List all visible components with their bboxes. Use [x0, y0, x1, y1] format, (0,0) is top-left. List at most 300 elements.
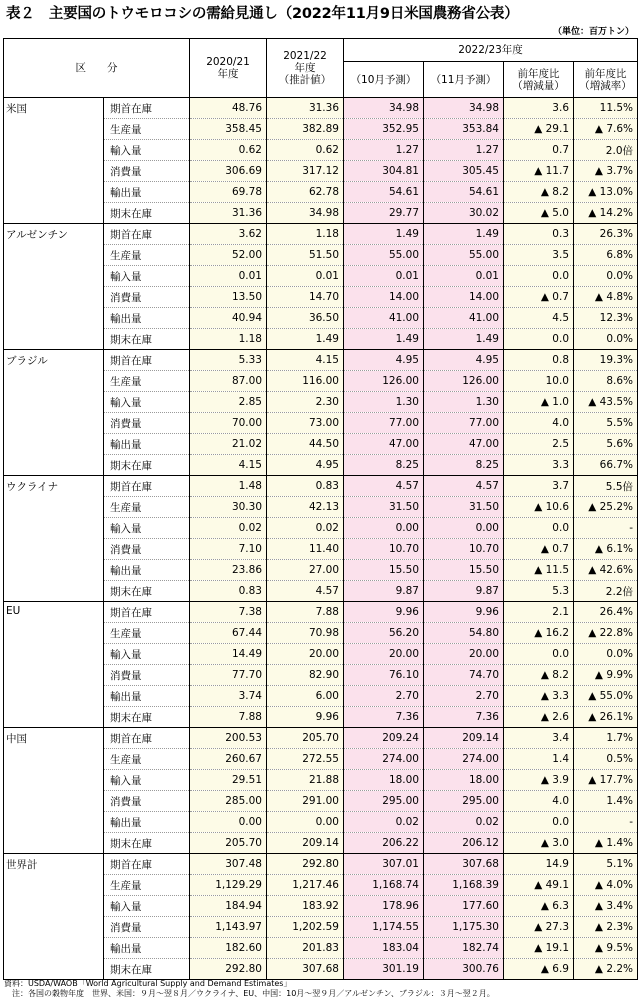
cell-rate: 1.7% [574, 728, 638, 749]
cell-y2020: 21.02 [190, 434, 267, 455]
cell-nov: 4.95 [424, 350, 504, 371]
header-oct: （10月予測） [344, 62, 424, 98]
cell-nov: 18.00 [424, 770, 504, 791]
cell-item: 期首在庫 [104, 602, 190, 623]
cell-y2020: 52.00 [190, 245, 267, 266]
cell-nov: 77.00 [424, 413, 504, 434]
cell-rate: ▲ 22.8% [574, 623, 638, 644]
cell-rate: - [574, 518, 638, 539]
cell-change: 0.8 [504, 350, 574, 371]
cell-oct: 1.49 [344, 224, 424, 245]
cell-item: 期末在庫 [104, 329, 190, 350]
table-row [4, 728, 638, 749]
cell-nov: 274.00 [424, 749, 504, 770]
cell-y2021: 292.80 [267, 854, 344, 875]
cell-change: 0.0 [504, 812, 574, 833]
cell-item: 期首在庫 [104, 98, 190, 119]
cell-y2021: 209.14 [267, 833, 344, 854]
cell-item: 期首在庫 [104, 476, 190, 497]
cell-change: ▲ 11.5 [504, 560, 574, 581]
cell-nov: 1.49 [424, 224, 504, 245]
country-label: ブラジル [4, 350, 104, 476]
cell-y2020: 29.51 [190, 770, 267, 791]
table-row [4, 350, 638, 371]
cell-rate: 12.3% [574, 308, 638, 329]
cell-nov: 55.00 [424, 245, 504, 266]
cell-oct: 31.50 [344, 497, 424, 518]
cell-y2020: 292.80 [190, 959, 267, 980]
cell-y2021: 0.00 [267, 812, 344, 833]
cell-rate: ▲ 3.4% [574, 896, 638, 917]
table-row [4, 854, 638, 875]
header-2020 [190, 39, 267, 98]
cell-change: 3.7 [504, 476, 574, 497]
table-row [4, 602, 638, 623]
cell-rate: ▲ 42.6% [574, 560, 638, 581]
cell-item: 輸入量 [104, 770, 190, 791]
cell-y2020: 30.30 [190, 497, 267, 518]
cell-change: 3.4 [504, 728, 574, 749]
cell-change: ▲ 10.6 [504, 497, 574, 518]
cell-oct: 126.00 [344, 371, 424, 392]
cell-y2020: 0.02 [190, 518, 267, 539]
cell-nov: 1,168.39 [424, 875, 504, 896]
cell-nov: 31.50 [424, 497, 504, 518]
cell-nov: 41.00 [424, 308, 504, 329]
source-note: 資料：USDA/WAOB「World Agricultural Supply and Demand Estimates」 [4, 979, 292, 988]
cell-change: 0.0 [504, 644, 574, 665]
cell-y2020: 40.94 [190, 308, 267, 329]
cell-y2021: 51.50 [267, 245, 344, 266]
cell-rate: ▲ 2.2% [574, 959, 638, 980]
cell-oct: 1.30 [344, 392, 424, 413]
cell-item: 期首在庫 [104, 728, 190, 749]
cell-item: 消費量 [104, 665, 190, 686]
cell-y2020: 0.01 [190, 266, 267, 287]
cell-y2020: 31.36 [190, 203, 267, 224]
cell-rate: ▲ 9.9% [574, 665, 638, 686]
cell-nov: 182.74 [424, 938, 504, 959]
cell-rate: 5.5% [574, 413, 638, 434]
cell-change: 0.0 [504, 266, 574, 287]
cell-change: 2.1 [504, 602, 574, 623]
cell-y2021: 70.98 [267, 623, 344, 644]
table-body [4, 98, 638, 980]
cell-y2021: 1.18 [267, 224, 344, 245]
cell-rate: 11.5% [574, 98, 638, 119]
cell-nov: 1,175.30 [424, 917, 504, 938]
cell-change: ▲ 8.2 [504, 665, 574, 686]
cell-y2021: 0.01 [267, 266, 344, 287]
cell-rate: ▲ 13.0% [574, 182, 638, 203]
cell-y2021: 42.13 [267, 497, 344, 518]
cell-oct: 77.00 [344, 413, 424, 434]
cell-item: 期首在庫 [104, 350, 190, 371]
cell-change: 0.3 [504, 224, 574, 245]
cell-rate: 0.5% [574, 749, 638, 770]
cell-oct: 20.00 [344, 644, 424, 665]
cell-y2021: 34.98 [267, 203, 344, 224]
cell-oct: 0.01 [344, 266, 424, 287]
cell-y2021: 2.30 [267, 392, 344, 413]
cell-y2021: 11.40 [267, 539, 344, 560]
cell-nov: 0.02 [424, 812, 504, 833]
cell-y2020: 77.70 [190, 665, 267, 686]
cell-y2020: 358.45 [190, 119, 267, 140]
cell-change: ▲ 0.7 [504, 539, 574, 560]
cell-y2021: 0.62 [267, 140, 344, 161]
cell-oct: 10.70 [344, 539, 424, 560]
cell-y2021: 0.02 [267, 518, 344, 539]
cell-rate: 5.1% [574, 854, 638, 875]
cell-item: 消費量 [104, 413, 190, 434]
cell-y2021: 1,202.59 [267, 917, 344, 938]
cell-item: 輸入量 [104, 392, 190, 413]
cell-y2020: 200.53 [190, 728, 267, 749]
cell-nov: 206.12 [424, 833, 504, 854]
country-label: 米国 [4, 98, 104, 224]
cell-y2021: 20.00 [267, 644, 344, 665]
cell-change: ▲ 29.1 [504, 119, 574, 140]
cell-item: 輸入量 [104, 518, 190, 539]
cell-oct: 9.96 [344, 602, 424, 623]
cell-y2020: 1,143.97 [190, 917, 267, 938]
cell-nov: 353.84 [424, 119, 504, 140]
cell-y2021: 1,217.46 [267, 875, 344, 896]
cell-oct: 1.27 [344, 140, 424, 161]
cell-item: 期末在庫 [104, 833, 190, 854]
cell-y2020: 70.00 [190, 413, 267, 434]
cell-oct: 1,168.74 [344, 875, 424, 896]
cell-rate: ▲ 7.6% [574, 119, 638, 140]
cell-rate: ▲ 17.7% [574, 770, 638, 791]
cell-item: 期首在庫 [104, 224, 190, 245]
cell-change: 4.0 [504, 413, 574, 434]
cell-y2020: 4.15 [190, 455, 267, 476]
cell-item: 輸出量 [104, 686, 190, 707]
cell-y2020: 1.18 [190, 329, 267, 350]
footnote: 注：各国の穀物年度 世界、米国：９月～翌８月／ウクライナ、EU、中国：10月～翌９月／アルゼンチン、ブラジル：３月～翌２月。 [4, 989, 495, 998]
cell-rate: ▲ 26.1% [574, 707, 638, 728]
cell-oct: 295.00 [344, 791, 424, 812]
cell-y2021: 7.88 [267, 602, 344, 623]
cell-y2020: 13.50 [190, 287, 267, 308]
cell-nov: 0.01 [424, 266, 504, 287]
cell-change: 1.4 [504, 749, 574, 770]
cell-nov: 15.50 [424, 560, 504, 581]
cell-oct: 7.36 [344, 707, 424, 728]
cell-item: 期末在庫 [104, 959, 190, 980]
cell-nov: 8.25 [424, 455, 504, 476]
cell-y2020: 0.83 [190, 581, 267, 602]
cell-oct: 76.10 [344, 665, 424, 686]
cell-y2020: 69.78 [190, 182, 267, 203]
cell-y2020: 205.70 [190, 833, 267, 854]
cell-y2021: 27.00 [267, 560, 344, 581]
cell-oct: 301.19 [344, 959, 424, 980]
cell-rate: ▲ 4.8% [574, 287, 638, 308]
header-2021 [267, 39, 344, 98]
cell-change: 3.6 [504, 98, 574, 119]
cell-y2020: 7.38 [190, 602, 267, 623]
cell-oct: 9.87 [344, 581, 424, 602]
cell-y2020: 7.10 [190, 539, 267, 560]
cell-nov: 300.76 [424, 959, 504, 980]
header-2020-text: 2020/21 年度 [206, 56, 250, 80]
cell-y2021: 4.15 [267, 350, 344, 371]
cell-oct: 56.20 [344, 623, 424, 644]
cell-y2021: 291.00 [267, 791, 344, 812]
cell-rate: 5.5倍 [574, 476, 638, 497]
cell-y2020: 23.86 [190, 560, 267, 581]
cell-item: 輸出量 [104, 938, 190, 959]
cell-oct: 41.00 [344, 308, 424, 329]
unit-label: （単位：百万トン） [552, 27, 634, 37]
cell-change: ▲ 3.9 [504, 770, 574, 791]
cell-y2020: 3.74 [190, 686, 267, 707]
cell-y2020: 3.62 [190, 224, 267, 245]
cell-oct: 206.22 [344, 833, 424, 854]
cell-y2021: 317.12 [267, 161, 344, 182]
cell-oct: 34.98 [344, 98, 424, 119]
cell-oct: 178.96 [344, 896, 424, 917]
country-label: EU [4, 602, 104, 728]
cell-y2021: 36.50 [267, 308, 344, 329]
cell-y2021: 0.83 [267, 476, 344, 497]
cell-oct: 352.95 [344, 119, 424, 140]
cell-item: 消費量 [104, 791, 190, 812]
cell-nov: 34.98 [424, 98, 504, 119]
cell-oct: 18.00 [344, 770, 424, 791]
cell-oct: 1,174.55 [344, 917, 424, 938]
cell-change: 14.9 [504, 854, 574, 875]
cell-nov: 307.68 [424, 854, 504, 875]
header-change-text: 前年度比 （増減量） [512, 67, 565, 92]
cell-change: ▲ 19.1 [504, 938, 574, 959]
cell-oct: 2.70 [344, 686, 424, 707]
cell-nov: 209.14 [424, 728, 504, 749]
notes [4, 979, 495, 999]
cell-y2021: 31.36 [267, 98, 344, 119]
cell-oct: 15.50 [344, 560, 424, 581]
cell-change: ▲ 16.2 [504, 623, 574, 644]
country-label: ウクライナ [4, 476, 104, 602]
cell-change: 4.0 [504, 791, 574, 812]
table-row [4, 224, 638, 245]
cell-nov: 9.87 [424, 581, 504, 602]
cell-rate: ▲ 1.4% [574, 833, 638, 854]
country-label: 世界計 [4, 854, 104, 980]
cell-y2020: 307.48 [190, 854, 267, 875]
cell-change: 0.0 [504, 518, 574, 539]
supply-demand-table [3, 38, 638, 980]
cell-nov: 1.30 [424, 392, 504, 413]
cell-rate: ▲ 55.0% [574, 686, 638, 707]
cell-item: 消費量 [104, 539, 190, 560]
cell-oct: 307.01 [344, 854, 424, 875]
cell-rate: ▲ 43.5% [574, 392, 638, 413]
cell-item: 期末在庫 [104, 455, 190, 476]
cell-y2021: 14.70 [267, 287, 344, 308]
header-change [504, 62, 574, 98]
table-row [4, 98, 638, 119]
cell-y2021: 183.92 [267, 896, 344, 917]
cell-change: ▲ 1.0 [504, 392, 574, 413]
cell-oct: 55.00 [344, 245, 424, 266]
cell-change: ▲ 27.3 [504, 917, 574, 938]
header-category: 区 分 [4, 39, 190, 98]
cell-nov: 9.96 [424, 602, 504, 623]
cell-nov: 1.49 [424, 329, 504, 350]
cell-change: 0.7 [504, 140, 574, 161]
cell-y2021: 82.90 [267, 665, 344, 686]
cell-change: ▲ 6.3 [504, 896, 574, 917]
cell-nov: 1.27 [424, 140, 504, 161]
cell-nov: 20.00 [424, 644, 504, 665]
cell-change: ▲ 6.9 [504, 959, 574, 980]
cell-oct: 0.00 [344, 518, 424, 539]
cell-rate: 66.7% [574, 455, 638, 476]
cell-oct: 14.00 [344, 287, 424, 308]
cell-change: ▲ 0.7 [504, 287, 574, 308]
header-2021-text: 2021/22 年度 （推計値） [278, 50, 332, 86]
cell-y2021: 307.68 [267, 959, 344, 980]
cell-change: ▲ 2.6 [504, 707, 574, 728]
cell-nov: 4.57 [424, 476, 504, 497]
cell-item: 期末在庫 [104, 581, 190, 602]
header-2022: 2022/23年度 [344, 39, 638, 62]
cell-rate: ▲ 3.7% [574, 161, 638, 182]
cell-y2021: 44.50 [267, 434, 344, 455]
cell-item: 輸入量 [104, 140, 190, 161]
cell-y2021: 73.00 [267, 413, 344, 434]
cell-y2020: 87.00 [190, 371, 267, 392]
cell-oct: 209.24 [344, 728, 424, 749]
cell-y2020: 184.94 [190, 896, 267, 917]
cell-y2021: 4.57 [267, 581, 344, 602]
cell-oct: 4.57 [344, 476, 424, 497]
cell-nov: 74.70 [424, 665, 504, 686]
cell-oct: 54.61 [344, 182, 424, 203]
cell-rate: ▲ 9.5% [574, 938, 638, 959]
cell-change: ▲ 11.7 [504, 161, 574, 182]
cell-rate: 19.3% [574, 350, 638, 371]
cell-nov: 0.00 [424, 518, 504, 539]
cell-y2021: 6.00 [267, 686, 344, 707]
cell-y2020: 2.85 [190, 392, 267, 413]
cell-rate: 26.4% [574, 602, 638, 623]
cell-item: 生産量 [104, 875, 190, 896]
cell-item: 輸出量 [104, 812, 190, 833]
cell-y2021: 4.95 [267, 455, 344, 476]
cell-y2021: 201.83 [267, 938, 344, 959]
cell-oct: 0.02 [344, 812, 424, 833]
cell-nov: 7.36 [424, 707, 504, 728]
cell-y2020: 0.00 [190, 812, 267, 833]
cell-rate: 6.8% [574, 245, 638, 266]
cell-item: 生産量 [104, 623, 190, 644]
cell-item: 生産量 [104, 245, 190, 266]
cell-y2020: 1,129.29 [190, 875, 267, 896]
cell-change: ▲ 3.0 [504, 833, 574, 854]
cell-y2020: 67.44 [190, 623, 267, 644]
cell-item: 消費量 [104, 917, 190, 938]
cell-rate: 0.0% [574, 266, 638, 287]
cell-item: 輸入量 [104, 644, 190, 665]
cell-change: 3.5 [504, 245, 574, 266]
cell-y2020: 5.33 [190, 350, 267, 371]
cell-item: 輸出量 [104, 308, 190, 329]
header-nov: （11月予測） [424, 62, 504, 98]
country-label: 中国 [4, 728, 104, 854]
cell-nov: 295.00 [424, 791, 504, 812]
cell-rate: ▲ 25.2% [574, 497, 638, 518]
cell-nov: 14.00 [424, 287, 504, 308]
cell-y2021: 272.55 [267, 749, 344, 770]
cell-y2020: 14.49 [190, 644, 267, 665]
cell-item: 輸入量 [104, 896, 190, 917]
cell-nov: 30.02 [424, 203, 504, 224]
cell-y2021: 116.00 [267, 371, 344, 392]
cell-rate: 2.2倍 [574, 581, 638, 602]
cell-nov: 47.00 [424, 434, 504, 455]
cell-item: 期末在庫 [104, 203, 190, 224]
cell-y2020: 48.76 [190, 98, 267, 119]
cell-y2021: 9.96 [267, 707, 344, 728]
cell-item: 生産量 [104, 749, 190, 770]
cell-item: 輸出量 [104, 434, 190, 455]
table-row [4, 476, 638, 497]
cell-change: 2.5 [504, 434, 574, 455]
cell-item: 期首在庫 [104, 854, 190, 875]
cell-rate: 0.0% [574, 329, 638, 350]
cell-change: 3.3 [504, 455, 574, 476]
cell-change: 0.0 [504, 329, 574, 350]
cell-rate: 0.0% [574, 644, 638, 665]
cell-nov: 10.70 [424, 539, 504, 560]
cell-y2021: 205.70 [267, 728, 344, 749]
cell-item: 輸出量 [104, 560, 190, 581]
cell-change: 5.3 [504, 581, 574, 602]
cell-oct: 274.00 [344, 749, 424, 770]
cell-y2021: 62.78 [267, 182, 344, 203]
cell-item: 生産量 [104, 119, 190, 140]
cell-rate: - [574, 812, 638, 833]
cell-y2020: 182.60 [190, 938, 267, 959]
cell-y2021: 21.88 [267, 770, 344, 791]
cell-y2020: 260.67 [190, 749, 267, 770]
cell-change: ▲ 49.1 [504, 875, 574, 896]
cell-y2020: 7.88 [190, 707, 267, 728]
cell-change: ▲ 3.3 [504, 686, 574, 707]
cell-item: 生産量 [104, 497, 190, 518]
cell-rate: 2.0倍 [574, 140, 638, 161]
cell-y2021: 382.89 [267, 119, 344, 140]
cell-nov: 177.60 [424, 896, 504, 917]
cell-item: 輸出量 [104, 182, 190, 203]
cell-y2020: 285.00 [190, 791, 267, 812]
cell-change: ▲ 5.0 [504, 203, 574, 224]
cell-change: 10.0 [504, 371, 574, 392]
cell-oct: 29.77 [344, 203, 424, 224]
header-rate [574, 62, 638, 98]
cell-change: 4.5 [504, 308, 574, 329]
cell-item: 消費量 [104, 161, 190, 182]
cell-nov: 54.61 [424, 182, 504, 203]
cell-y2020: 1.48 [190, 476, 267, 497]
cell-rate: 5.6% [574, 434, 638, 455]
cell-item: 消費量 [104, 287, 190, 308]
